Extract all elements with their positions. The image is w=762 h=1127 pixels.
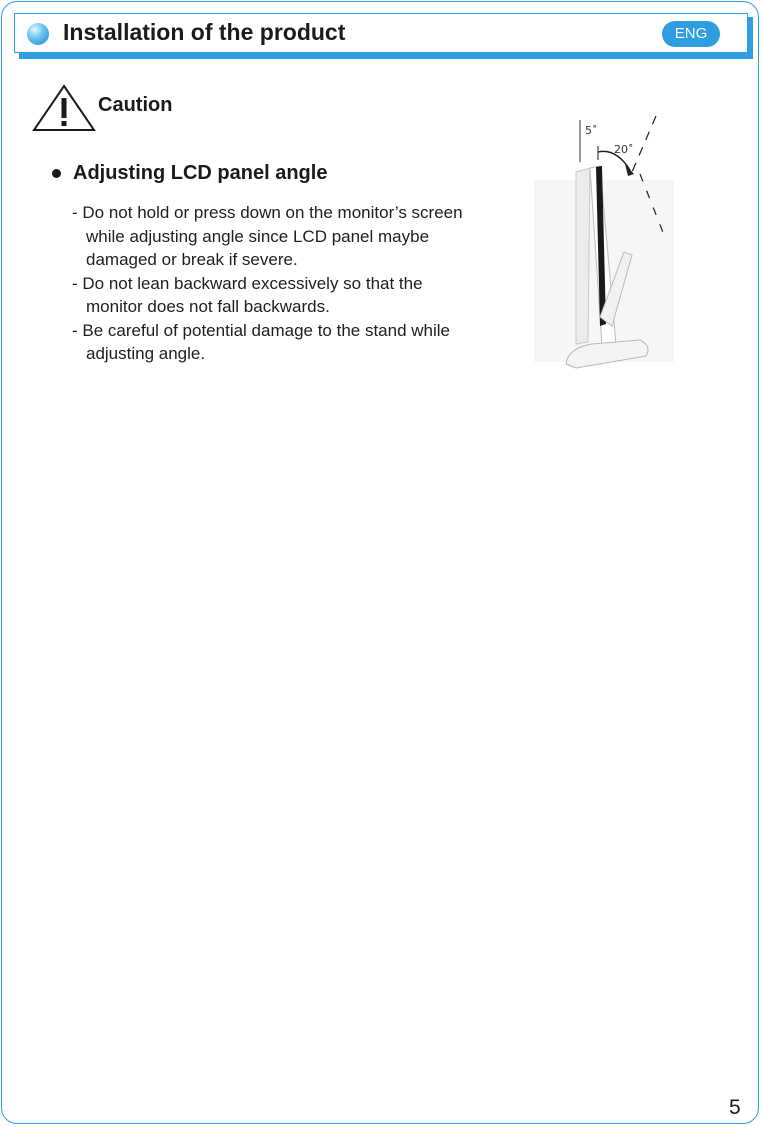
forward-tilt-label: 5˚ [585,124,598,137]
section-title: Adjusting LCD panel angle [73,162,328,184]
monitor-tilt-illustration [528,112,678,377]
list-item: - Do not lean backward excessively so that the monitor does not fall backwards. [72,273,423,316]
backward-tilt-line [632,116,656,172]
list-item: - Do not hold or press down on the monitor’s screen while adjusting angle since LCD panel maybe damaged or break if severe. [72,203,463,269]
backward-tilt-label: 20˚ [614,143,634,156]
list-item: - Be careful of potential damage to the stand while adjusting angle. [72,320,451,363]
page-title: Installation of the product [63,19,346,45]
warning-triangle-icon [32,84,96,132]
caution-label: Caution [98,94,173,116]
bullet-icon [52,169,61,178]
monitor-panel-back [576,168,590,344]
language-badge: ENG [662,21,720,47]
page-number: 5 [729,1096,741,1119]
header-bar [14,13,748,53]
header-orb-icon [27,23,49,45]
caution-notes-list [72,201,482,366]
